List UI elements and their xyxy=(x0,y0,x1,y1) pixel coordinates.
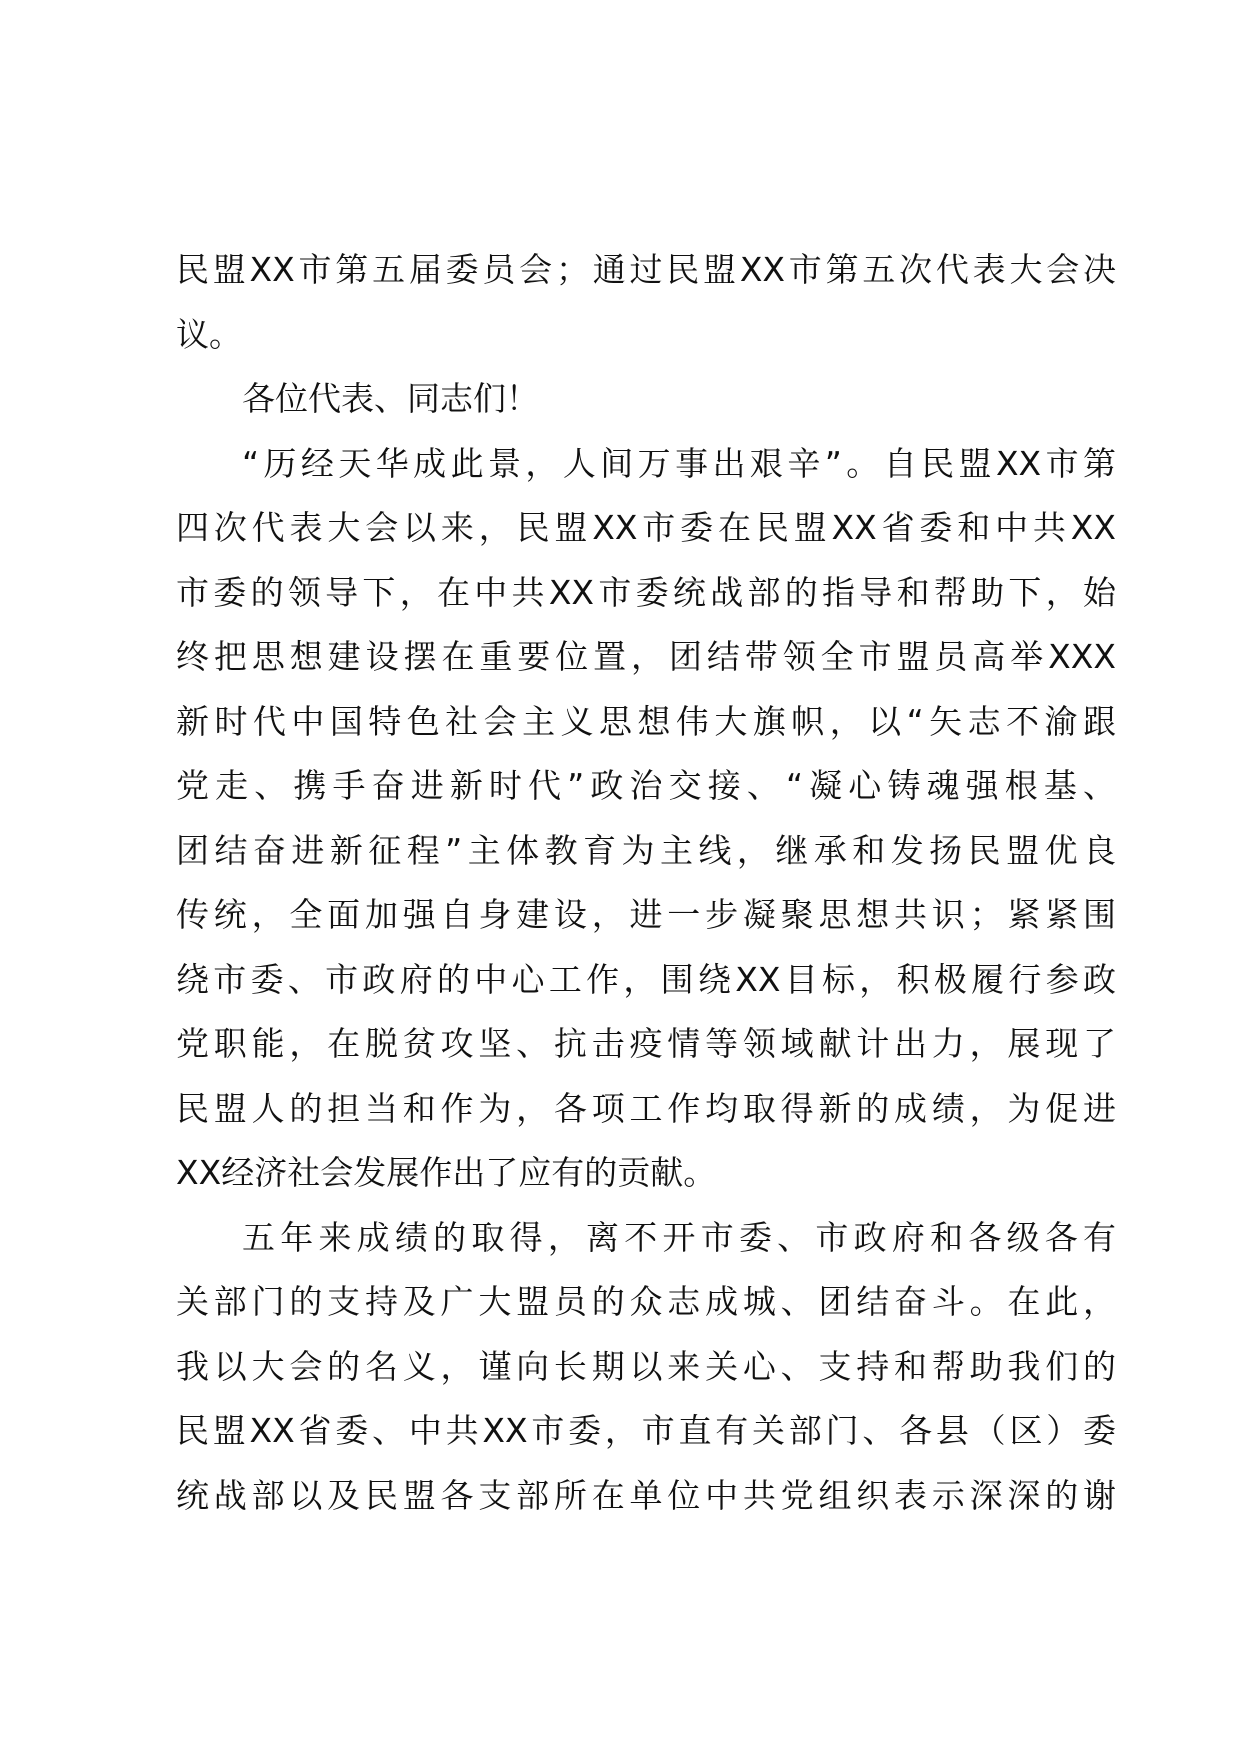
text-line: 传统，全面加强自身建设，进一步凝聚思想共识；紧紧围 xyxy=(176,895,1116,934)
text-line: 市委的领导下，在中共XX市委统战部的指导和帮助下，始 xyxy=(176,572,1116,612)
text-line: 统战部以及民盟各支部所在单位中共党组织表示深深的谢 xyxy=(176,1475,1116,1515)
document-body xyxy=(176,238,1116,1528)
text-line: 民盟XX省委、中共XX市委，市直有关部门、各县（区）委 xyxy=(176,1411,1116,1450)
text-line: 绕市委、市政府的中心工作，围绕XX目标，积极履行参政 xyxy=(176,959,1116,999)
text-line: 议。 xyxy=(176,314,242,354)
text-line: 团结奋进新征程”主体教育为主线，继承和发扬民盟优良 xyxy=(176,830,1116,870)
text-line: XX经济社会发展作出了应有的贡献。 xyxy=(176,1153,717,1192)
text-line: 党走、携手奋进新时代”政治交接、“凝心铸魂强根基、 xyxy=(176,766,1116,805)
text-line: 四次代表大会以来，民盟XX市委在民盟XX省委和中共XX xyxy=(176,508,1116,547)
paragraph-heading: 各位代表、同志们！ xyxy=(242,379,539,418)
text-line: “历经天华成此景，人间万事出艰辛”。自民盟XX市第 xyxy=(242,443,1116,483)
text-line: 民盟XX市第五届委员会；通过民盟XX市第五次代表大会决 xyxy=(176,250,1116,289)
text-line: 关部门的支持及广大盟员的众志成城、团结奋斗。在此， xyxy=(176,1282,1116,1321)
text-line: 民盟人的担当和作为，各项工作均取得新的成绩，为促进 xyxy=(176,1088,1116,1128)
text-line: 五年来成绩的取得，离不开市委、市政府和各级各有 xyxy=(242,1217,1116,1257)
text-line: 我以大会的名义，谨向长期以来关心、支持和帮助我们的 xyxy=(176,1346,1116,1386)
text-line: 终把思想建设摆在重要位置，团结带领全市盟员高举XXX xyxy=(176,637,1116,676)
text-line: 党职能，在脱贫攻坚、抗击疫情等领域献计出力，展现了 xyxy=(176,1024,1116,1063)
text-line: 新时代中国特色社会主义思想伟大旗帜，以“矢志不渝跟 xyxy=(176,701,1116,741)
